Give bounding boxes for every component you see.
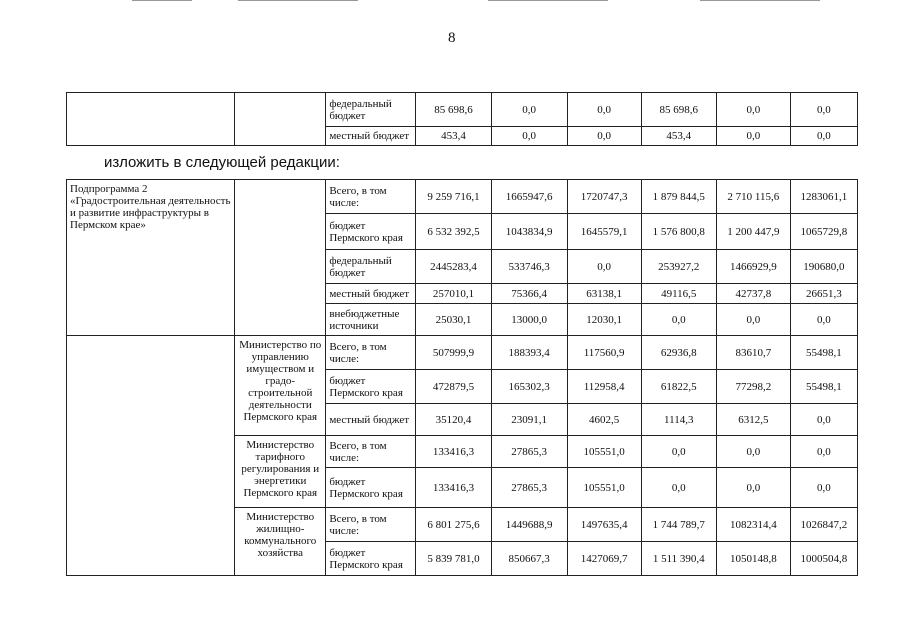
value-cell: 63138,1 xyxy=(567,284,641,304)
top-rule-right1 xyxy=(488,0,608,1)
value-cell: 1449688,9 xyxy=(491,508,567,542)
top-budget-table xyxy=(66,92,858,146)
value-cell: 1065729,8 xyxy=(790,214,857,250)
value-cell: 1720747,3 xyxy=(567,180,641,214)
value-cell: 0,0 xyxy=(641,304,716,336)
value-cell: 0,0 xyxy=(567,127,641,146)
value-cell: 6 801 275,6 xyxy=(416,508,491,542)
value-cell: 1 200 447,9 xyxy=(716,214,790,250)
value-cell: 6 532 392,5 xyxy=(416,214,491,250)
value-cell: 0,0 xyxy=(491,127,567,146)
value-cell: 55498,1 xyxy=(790,336,857,370)
value-cell: 1000504,8 xyxy=(790,542,857,576)
value-cell: 165302,3 xyxy=(491,370,567,404)
source-cell: Всего, в том числе: xyxy=(326,180,416,214)
value-cell: 453,4 xyxy=(641,127,716,146)
value-cell: 257010,1 xyxy=(416,284,491,304)
value-cell: 2 710 115,6 xyxy=(716,180,790,214)
value-cell: 117560,9 xyxy=(567,336,641,370)
value-cell: 6312,5 xyxy=(716,404,790,436)
org-cell-empty xyxy=(235,180,326,336)
source-cell: бюджет Пермского края xyxy=(326,468,416,508)
page-number: 8 xyxy=(448,30,456,46)
program-cell-continuation xyxy=(67,336,235,576)
value-cell: 1050148,8 xyxy=(716,542,790,576)
value-cell: 0,0 xyxy=(567,93,641,127)
value-cell: 0,0 xyxy=(790,468,857,508)
source-cell: Всего, в том числе: xyxy=(326,508,416,542)
value-cell: 0,0 xyxy=(567,250,641,284)
value-cell: 105551,0 xyxy=(567,468,641,508)
org-cell-empty xyxy=(235,93,326,146)
value-cell: 1043834,9 xyxy=(491,214,567,250)
value-cell: 49116,5 xyxy=(641,284,716,304)
value-cell: 62936,8 xyxy=(641,336,716,370)
top-rule-left xyxy=(132,0,192,1)
value-cell: 1283061,1 xyxy=(790,180,857,214)
value-cell: 0,0 xyxy=(790,93,857,127)
value-cell: 0,0 xyxy=(491,93,567,127)
source-cell: местный бюджет xyxy=(326,284,416,304)
value-cell: 0,0 xyxy=(790,404,857,436)
value-cell: 1645579,1 xyxy=(567,214,641,250)
value-cell: 25030,1 xyxy=(416,304,491,336)
value-cell: 1 576 800,8 xyxy=(641,214,716,250)
value-cell: 83610,7 xyxy=(716,336,790,370)
value-cell: 9 259 716,1 xyxy=(416,180,491,214)
value-cell: 850667,3 xyxy=(491,542,567,576)
ministry-name: Министерство по управлению имуществом и градо-строительной деятельности Пермского края xyxy=(235,336,326,436)
value-cell: 35120,4 xyxy=(416,404,491,436)
value-cell: 1466929,9 xyxy=(716,250,790,284)
value-cell: 1114,3 xyxy=(641,404,716,436)
value-cell: 13000,0 xyxy=(491,304,567,336)
value-cell: 0,0 xyxy=(641,468,716,508)
top-rule-right2 xyxy=(700,0,820,1)
value-cell: 61822,5 xyxy=(641,370,716,404)
value-cell: 27865,3 xyxy=(491,468,567,508)
subprogram-title: Подпрограмма 2 «Градостроительная деятельность и развитие инфраструктуры в Пермском крае» xyxy=(67,180,235,336)
value-cell: 133416,3 xyxy=(416,436,491,468)
table-row xyxy=(67,336,858,370)
source-cell: бюджет Пермского края xyxy=(326,370,416,404)
value-cell: 55498,1 xyxy=(790,370,857,404)
source-cell: федеральный бюджет xyxy=(326,250,416,284)
value-cell: 0,0 xyxy=(790,436,857,468)
source-cell: местный бюджет xyxy=(326,404,416,436)
source-cell: внебюджетные источники xyxy=(326,304,416,336)
source-cell: бюджет Пермского края xyxy=(326,214,416,250)
value-cell: 0,0 xyxy=(716,127,790,146)
value-cell: 0,0 xyxy=(716,93,790,127)
value-cell: 253927,2 xyxy=(641,250,716,284)
intro-text: изложить в следующей редакции: xyxy=(104,154,340,171)
ministry-name: Министерство тарифного регулирования и энергетики Пермского края xyxy=(235,436,326,508)
value-cell: 23091,1 xyxy=(491,404,567,436)
subprogram-table xyxy=(66,179,858,576)
value-cell: 0,0 xyxy=(790,304,857,336)
value-cell: 0,0 xyxy=(716,468,790,508)
value-cell: 507999,9 xyxy=(416,336,491,370)
value-cell: 77298,2 xyxy=(716,370,790,404)
value-cell: 85 698,6 xyxy=(416,93,491,127)
value-cell: 1 879 844,5 xyxy=(641,180,716,214)
value-cell: 2445283,4 xyxy=(416,250,491,284)
value-cell: 1026847,2 xyxy=(790,508,857,542)
value-cell: 12030,1 xyxy=(567,304,641,336)
value-cell: 533746,3 xyxy=(491,250,567,284)
value-cell: 4602,5 xyxy=(567,404,641,436)
source-cell: федеральный бюджет xyxy=(326,93,416,127)
value-cell: 1497635,4 xyxy=(567,508,641,542)
table-row xyxy=(67,93,858,127)
value-cell: 133416,3 xyxy=(416,468,491,508)
value-cell: 472879,5 xyxy=(416,370,491,404)
value-cell: 1 511 390,4 xyxy=(641,542,716,576)
source-cell: бюджет Пермского края xyxy=(326,542,416,576)
value-cell: 1082314,4 xyxy=(716,508,790,542)
value-cell: 1665947,6 xyxy=(491,180,567,214)
source-cell: Всего, в том числе: xyxy=(326,436,416,468)
value-cell: 1 744 789,7 xyxy=(641,508,716,542)
ministry-name: Министерство жилищно-коммунального хозяйства xyxy=(235,508,326,576)
value-cell: 27865,3 xyxy=(491,436,567,468)
top-rule-mid xyxy=(238,0,358,1)
value-cell: 0,0 xyxy=(641,436,716,468)
value-cell: 0,0 xyxy=(716,436,790,468)
value-cell: 26651,3 xyxy=(790,284,857,304)
source-cell: местный бюджет xyxy=(326,127,416,146)
value-cell: 0,0 xyxy=(790,127,857,146)
value-cell: 1427069,7 xyxy=(567,542,641,576)
value-cell: 190680,0 xyxy=(790,250,857,284)
table-row xyxy=(67,180,858,214)
value-cell: 188393,4 xyxy=(491,336,567,370)
value-cell: 42737,8 xyxy=(716,284,790,304)
value-cell: 453,4 xyxy=(416,127,491,146)
source-cell: Всего, в том числе: xyxy=(326,336,416,370)
program-cell-empty xyxy=(67,93,235,146)
value-cell: 105551,0 xyxy=(567,436,641,468)
value-cell: 75366,4 xyxy=(491,284,567,304)
value-cell: 112958,4 xyxy=(567,370,641,404)
value-cell: 0,0 xyxy=(716,304,790,336)
value-cell: 5 839 781,0 xyxy=(416,542,491,576)
value-cell: 85 698,6 xyxy=(641,93,716,127)
